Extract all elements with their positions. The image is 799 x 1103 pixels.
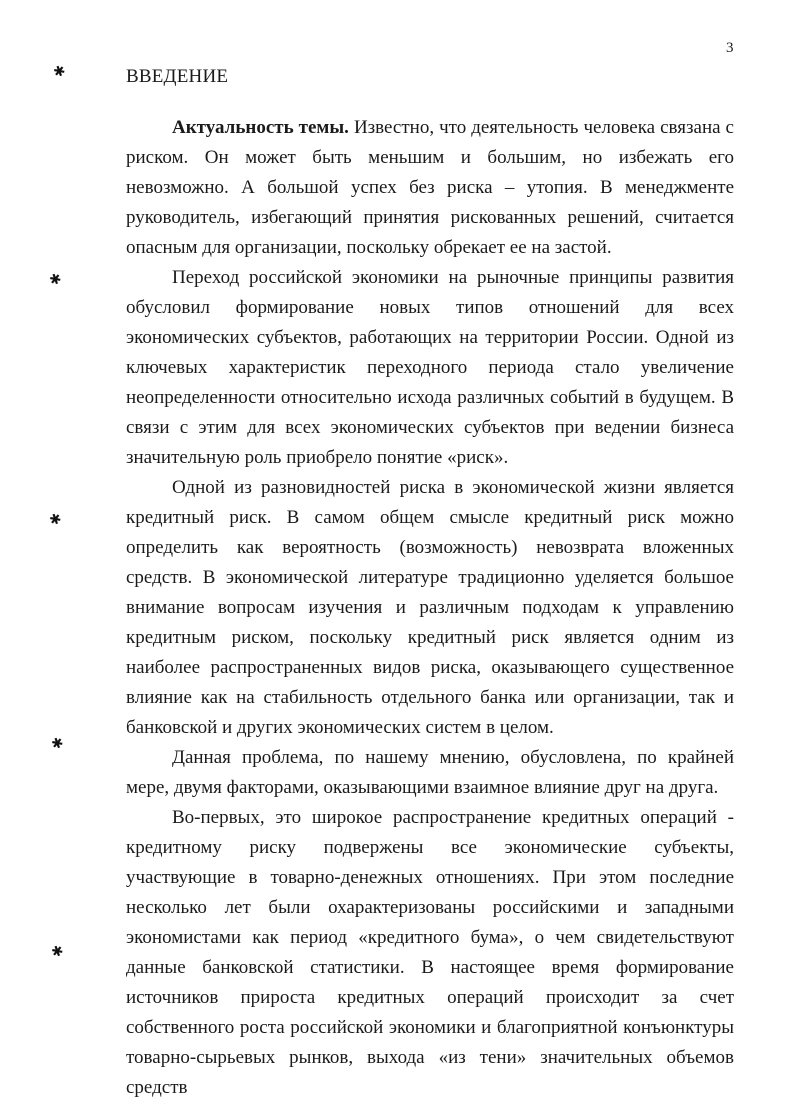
binding-hole-mark: ✱	[47, 271, 64, 290]
paragraph-text: Известно, что деятельность человека связана с риском. Он может быть меньшим и большим, но избежать его невозможно. А большой успех без риска – утопия. В менеджменте руководитель, избегающий принятия рискованных решений, считается опасным для организации, поскольку обрекает ее на застой.	[126, 117, 734, 258]
binding-hole-mark: ✱	[51, 63, 68, 82]
paragraph: Одной из разновидностей риска в экономической жизни является кредитный риск. В самом общем смысле кредитный риск можно определить как вероятность (возможность) невозврата вложенных средств. В экономической литературе традиционно уделяется большое внимание вопросам изучения и различным подходам к управлению кредитным риском, поскольку кредитный риск является одним из наиболее распространенных видов риска, оказывающего существенное влияние как на стабильность отдельного банка или организации, так и банковской и других экономических систем в целом.	[126, 477, 734, 738]
binding-hole-mark: ✱	[47, 511, 64, 530]
section-heading: ВВЕДЕНИЕ	[126, 66, 229, 87]
binding-hole-mark: ✱	[49, 943, 66, 962]
body-text	[126, 113, 734, 1103]
binding-hole-mark: ✱	[49, 735, 66, 754]
paragraph: Переход российской экономики на рыночные принципы развития обусловил формирование новых типов отношений для всех экономических субъектов, работающих на территории России. Одной из ключевых характеристик переходного периода стало увеличение неопределенности относительно исхода различных событий в будущем. В связи с этим для всех экономических субъектов при ведении бизнеса значительную роль приобрело понятие «риск».	[126, 267, 734, 468]
paragraph: Данная проблема, по нашему мнению, обусловлена, по крайней мере, двумя факторами, оказывающими взаимное влияние друг на друга.	[126, 747, 734, 798]
paragraph: Во-первых, это широкое распространение кредитных операций - кредитному риску подвержены все экономические субъекты, участвующие в товарно-денежных отношениях. При этом последние несколько лет были охарактеризованы российскими и западными экономистами как период «кредитного бума», о чем свидетельствуют данные банковской статистики. В настоящее время формирование источников прироста кредитных операций происходит за счет собственного роста российской экономики и благоприятной конъюнктуры товарно-сырьевых рынков, выхода «из тени» значительных объемов средств	[126, 807, 734, 1098]
lead-term: Актуальность темы.	[172, 117, 349, 138]
paragraph	[126, 113, 734, 263]
page-number: 3	[726, 40, 734, 56]
